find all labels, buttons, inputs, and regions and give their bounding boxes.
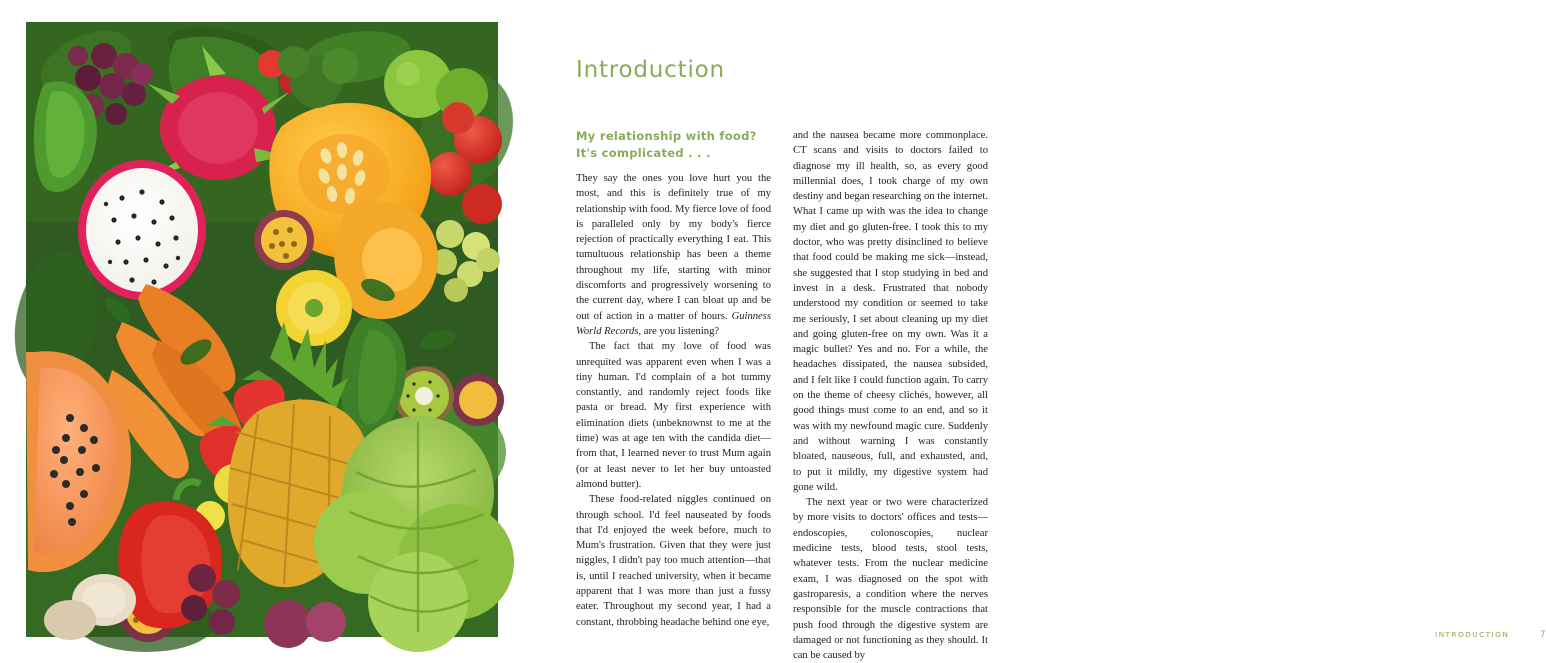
passionfruit-half: [254, 210, 314, 270]
yellow-squash: [276, 270, 352, 346]
produce-illustration: [26, 22, 498, 637]
column-left: [576, 128, 771, 663]
red-onion: [264, 600, 312, 648]
paragraph: They say the ones you love hurt you the most, and this is definitely true of my relationship with food. My fierce love of food is paralleled only by my body's fierce rejection of practically everything I eat. This tumultuous relationship has been a theme throughout my life, starting with minor discomforts and progressively worsening to the current day, where I can bloat up and be out of action in a matter of hours. Guinness World Records, are you listening?: [576, 173, 771, 337]
tomato: [462, 184, 502, 224]
footer-chapter-label: INTRODUCTION: [1435, 630, 1510, 639]
body-columns: [576, 128, 988, 663]
section-subhead: My relationship with food? It's complicated . . .: [576, 129, 757, 160]
paragraph: The next year or two were characterized by more visits to doctors' offices and tests—endoscopies, colonoscopies, nuclear medicine tests, blood tests, stool tests, whatever tests. From the nuclear medicine exam, I was diagnosed on the spot with gastroparesis, a condition where the nerves responsible for the muscle contractions that push food through the digestive system are damaged or not functioning as they should. It can be caused by: [793, 497, 988, 662]
paragraph: and the nausea became more commonplace. CT scans and visits to doctors failed to diagnose my ill health, so, as every good millennial does, I took charge of my own destiny and began researching on the internet. What I came up with was the idea to change my diet and go gluten-free. I took this to my doctor, who was pretty disinclined to believe that food could be making me sick—instead, she suggested that I stop studying in bed and invest in a desk. Frustrated that nobody understood my condition or seemed to take me seriously, I set about cleaning up my diet and going gluten-free on my own. Was it a magic bullet? Yes and no. For a while, the headaches dissipated, the nausea subsided, and I felt like I could function again. To carry on the theme of cheesy clichés, however, all good things must come to an end, and so it was with my newfound magic cure. Suddenly and without warning I was constantly bloated, nauseous, full, and exhausted, and, to put it mildly, my digestive system had gone wild.: [793, 130, 988, 493]
dragonfruit-half: [78, 160, 206, 300]
page-number: 7: [1540, 630, 1546, 640]
photo-canvas: [26, 22, 498, 637]
tomato: [428, 152, 472, 196]
passionfruit-half: [452, 374, 504, 426]
paragraph: These food-related niggles continued on through school. I'd feel nauseated by foods that I'd enjoyed the week before, much to Mum's frustration. Given that they were just niggles, I didn't pay too much attention—that is, until I reached university, when it became apparent that I was more than just a fussy eater. Throughout my second year, I had a constant, throbbing headache behind one eye,: [576, 494, 771, 628]
red-onion: [306, 602, 346, 642]
page-title: Introduction: [576, 57, 725, 84]
text-page: [548, 0, 1546, 663]
garlic: [44, 600, 96, 640]
paragraph: The fact that my love of food was unrequited was apparent even when I was a tiny human. I'd complain of a hot tummy constantly, and randomly reject foods like pasta or bread. My first experience with elimination diets (unbeknownst to me at the time) was at age ten with the candida diet—from that, I learned never to trust Mum again (or at least never to let her buy untoasted almond butter).: [576, 341, 771, 490]
column-right: [793, 128, 988, 663]
fruit-vegetable-photo: [26, 22, 498, 637]
